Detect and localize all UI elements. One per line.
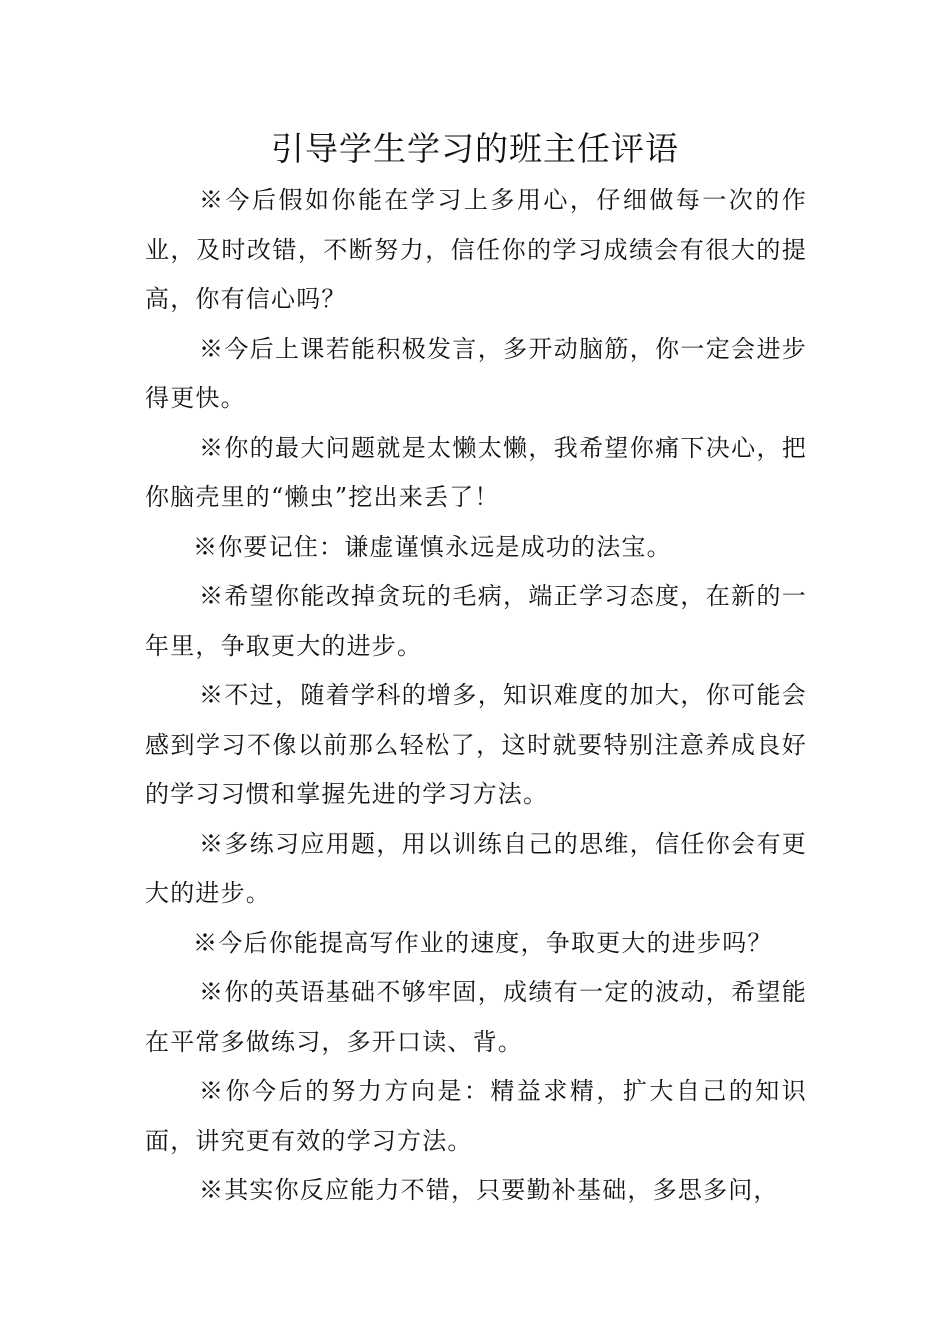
comment-paragraph: ※你今后的努力方向是：精益求精，扩大自己的知识面，讲究更有效的学习方法。 <box>145 1077 807 1155</box>
comment-paragraph: ※多练习应用题，用以训练自己的思维，信任你会有更大的进步。 <box>145 829 807 907</box>
comment-paragraph: ※你的最大问题就是太懒太懒，我希望你痛下决心，把你脑壳里的“懒虫”挖出来丢了！ <box>145 433 807 511</box>
comment-paragraph: ※你的英语基础不够牢固，成绩有一定的波动，希望能在平常多做练习，多开口读、背。 <box>145 978 807 1056</box>
comment-paragraph: ※今后假如你能在学习上多用心，仔细做每一次的作业，及时改错，不断努力，信任你的学习成绩会有很大的提高，你有信心吗？ <box>145 186 807 313</box>
comment-paragraph: ※你要记住：谦虚谨慎永远是成功的法宝。 <box>193 532 672 561</box>
document-body <box>145 176 807 1216</box>
document-title: 引导学生学习的班主任评语 <box>271 129 679 168</box>
comment-paragraph: ※今后上课若能积极发言，多开动脑筋，你一定会进步得更快。 <box>145 334 807 412</box>
comment-paragraph: ※其实你反应能力不错，只要勤补基础，多思多问， <box>199 1176 779 1204</box>
comment-paragraph: ※不过，随着学科的增多，知识难度的加大，你可能会感到学习不像以前那么轻松了，这时就要特别注意养成良好的学习习惯和掌握先进的学习方法。 <box>145 681 807 808</box>
comment-paragraph: ※希望你能改掉贪玩的毛病，端正学习态度，在新的一年里，争取更大的进步。 <box>145 582 807 660</box>
comment-paragraph: ※今后你能提高写作业的速度，争取更大的进步吗？ <box>193 928 773 957</box>
